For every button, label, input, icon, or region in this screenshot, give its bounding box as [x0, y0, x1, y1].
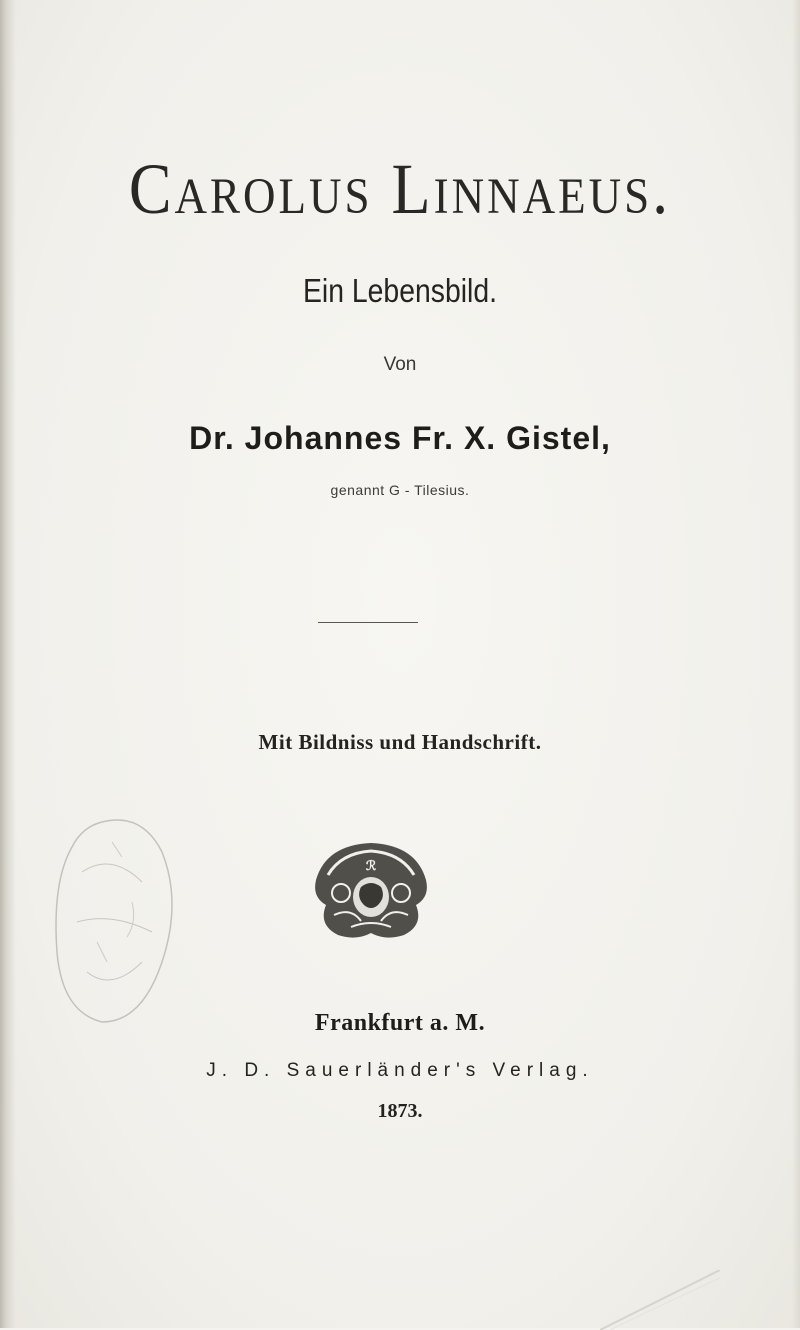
author-name: Dr. Johannes Fr. X. Gistel,: [189, 420, 611, 456]
book-subtitle: Ein Lebensbild.: [302, 272, 498, 309]
paper-crease: [600, 1270, 720, 1330]
publication-year: 1873.: [377, 1100, 423, 1122]
svg-text:ℛ: ℛ: [365, 858, 377, 873]
by-line: Von: [383, 354, 417, 375]
portrait-note: Mit Bildniss und Handschrift.: [258, 730, 542, 754]
author-alias: genannt G - Tilesius.: [330, 482, 470, 498]
book-title: Carolus Linnaeus.: [128, 149, 672, 229]
publisher-ornament-icon: [306, 835, 436, 945]
divider-rule: [318, 622, 418, 623]
publication-place: Frankfurt a. M.: [314, 1010, 486, 1036]
bleed-through-icon: [52, 812, 182, 1032]
publisher: J. D. Sauerländer's Verlag.: [206, 1060, 594, 1081]
